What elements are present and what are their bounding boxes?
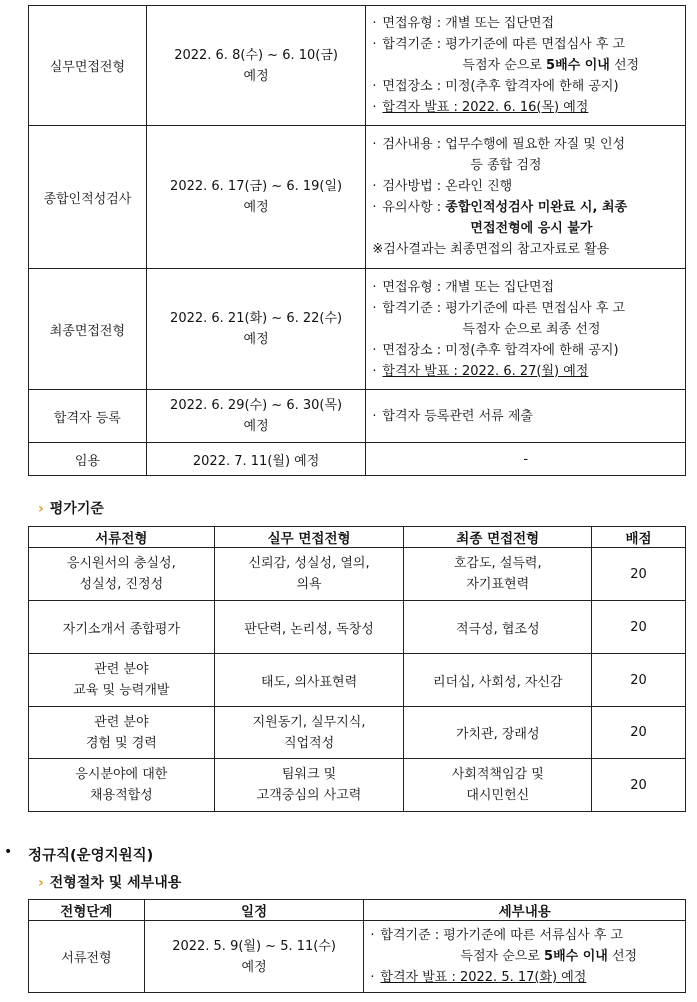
- stage-cell: 실무면접전형: [29, 6, 147, 126]
- table-row: [29, 269, 686, 390]
- table-row: [29, 126, 686, 269]
- stage-cell: 종합인적성검사: [29, 126, 147, 269]
- date-cell: 2022. 6. 29(수) ~ 6. 30(목) 예정: [146, 390, 366, 443]
- column-header: 전형단계: [29, 900, 145, 921]
- table-header-row: [29, 527, 686, 548]
- detail-item: · 합격자 발표 : 2022. 6. 27(월) 예정: [372, 363, 589, 379]
- detail-item: · 합격기준 : 평가기준에 따른 면접심사 후 고 득점자 순으로 5배수 이내 선정: [372, 37, 640, 73]
- note-text: ※검사결과는 최종면접의 참고자료로 활용: [372, 242, 610, 257]
- column-header: 실무 면접전형: [214, 527, 404, 548]
- detail-item: · 검사방법 : 온라인 진행: [372, 179, 513, 194]
- detail-item: · 유의사항 : 종합인적성검사 미완료 시, 최종 면접전형에 응시 불가: [372, 200, 628, 236]
- stage-cell: 서류전형: [29, 921, 145, 993]
- bullet-icon: •: [4, 844, 13, 860]
- stage-cell: 임용: [29, 443, 147, 476]
- column-header: 최종 면접전형: [404, 527, 592, 548]
- detail-cell: [366, 269, 686, 390]
- date-cell: 2022. 6. 17(금) ~ 6. 19(일) 예정: [146, 126, 366, 269]
- detail-cell: [366, 126, 686, 269]
- stage-cell: 합격자 등록: [29, 390, 147, 443]
- detail-cell: [366, 390, 686, 443]
- chevron-right-icon: ›: [38, 875, 44, 891]
- detail-item: · 면접장소 : 미정(추후 합격자에 한해 공지): [372, 79, 619, 94]
- table-row: 응시분야에 대한 채용적합성 팀워크 및 고객중심의 사고력 사회적책임감 및 대시민헌신 20: [29, 759, 686, 812]
- table-row: [29, 443, 686, 476]
- detail-item: · 면접장소 : 미정(추후 합격자에 한해 공지): [372, 342, 619, 358]
- chevron-right-icon: ›: [38, 501, 44, 517]
- eval-section-title: › 평가기준: [38, 501, 104, 517]
- date-cell: 2022. 5. 9(월) ~ 5. 11(수) 예정: [144, 921, 364, 993]
- column-header: 일정: [144, 900, 364, 921]
- regular-schedule-table: [28, 899, 686, 993]
- table-header-row: [29, 900, 686, 921]
- schedule-table: [28, 5, 686, 476]
- detail-item: · 검사내용 : 업무수행에 필요한 자질 및 인성 등 종합 검정: [372, 137, 626, 173]
- detail-item: · 합격자 발표 : 2022. 6. 16(목) 예정: [372, 100, 589, 115]
- eval-table: [28, 526, 686, 812]
- table-row: [29, 390, 686, 443]
- detail-cell: -: [366, 443, 686, 476]
- detail-cell: [366, 6, 686, 126]
- date-cell: 2022. 6. 8(수) ~ 6. 10(금) 예정: [146, 6, 366, 126]
- table-row: 응시원서의 충실성, 성실성, 진정성 신뢰감, 성실성, 열의, 의욕 호감도, 설득력, 자기표현력 20: [29, 548, 686, 601]
- column-header: 세부내용: [364, 900, 686, 921]
- detail-item: · 면접유형 : 개별 또는 집단면접: [372, 279, 555, 295]
- date-cell: 2022. 7. 11(월) 예정: [146, 443, 366, 476]
- table-row: 관련 분야 경험 및 경력 지원동기, 실무지식, 직업적성 가치관, 장래성 20: [29, 707, 686, 759]
- detail-cell: [364, 921, 686, 993]
- detail-item: · 합격기준 : 평가기준에 따른 서류심사 후 고 득점자 순으로 5배수 이내 선정: [370, 928, 638, 964]
- table-row: 관련 분야 교육 및 능력개발 태도, 의사표현력 리더십, 사회성, 자신감 20: [29, 654, 686, 707]
- detail-item: · 합격기준 : 평가기준에 따른 면접심사 후 고 득점자 순으로 최종 선정: [372, 300, 626, 337]
- subsection-title: › 전형절차 및 세부내용: [38, 875, 182, 891]
- table-row: [29, 6, 686, 126]
- date-cell: 2022. 6. 21(화) ~ 6. 22(수) 예정: [146, 269, 366, 390]
- table-row: [29, 921, 686, 993]
- detail-item: · 합격자 등록관련 서류 제출: [372, 408, 533, 424]
- column-header: 서류전형: [29, 527, 215, 548]
- column-header: 배점: [592, 527, 686, 548]
- detail-item: · 면접유형 : 개별 또는 집단면접: [372, 16, 555, 31]
- detail-item: · 합격자 발표 : 2022. 5. 17(화) 예정: [370, 970, 587, 985]
- stage-cell: 최종면접전형: [29, 269, 147, 390]
- section-title: 정규직(운영지원직): [28, 848, 154, 864]
- table-row: 자기소개서 종합평가 판단력, 논리성, 독창성 적극성, 협조성 20: [29, 601, 686, 654]
